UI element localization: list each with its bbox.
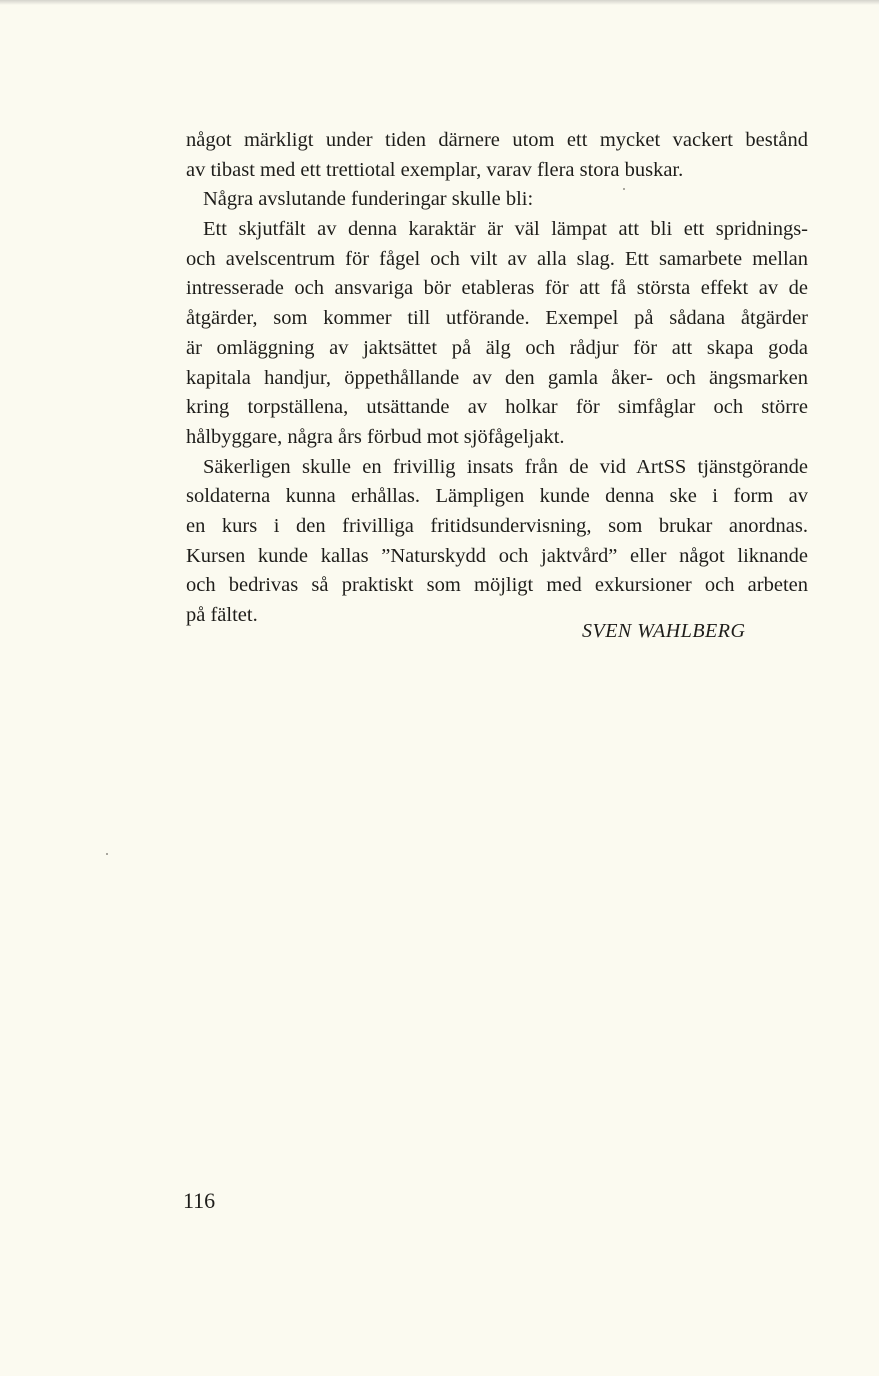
text-line: är omläggning av jaktsättet på älg och rådjur för att skapa goda [186,336,808,359]
page-top-edge [0,0,879,5]
paper-speck [623,188,625,190]
text-line: soldaterna kunna erhållas. Lämpligen kunde denna ske i form av [186,485,808,508]
text-line: och bedrivas så praktiskt som möjligt med exkursioner och arbeten [186,574,808,597]
text-line: Kursen kunde kallas ”Naturskydd och jaktvård” eller något liknande [186,544,808,567]
text-line: kring torpställena, utsättande av holkar för simfåglar och större [186,396,808,419]
body-text [186,126,808,631]
text-line: och avelscentrum för fågel och vilt av alla slag. Ett samarbete mellan [186,247,808,270]
text-line: hålbyggare, några års förbud mot sjöfågeljakt. [186,425,565,448]
text-line: Några avslutande funderingar skulle bli: [203,188,534,211]
author-signature: SVEN WAHLBERG [582,620,746,642]
text-line: Säkerligen skulle en frivillig insats från de vid ArtSS tjänstgörande [203,455,808,478]
text-line: åtgärder, som kommer till utförande. Exempel på sådana åtgärder [186,307,808,330]
text-line: intresserade och ansvariga bör etableras för att få största effekt av de [186,277,808,300]
text-line: något märkligt under tiden därnere utom ett mycket vackert bestånd [186,129,808,151]
text-line: på fältet. [186,604,258,626]
text-line: kapitala handjur, öppethållande av den gamla åker- och ängsmarken [186,366,808,389]
text-line: en kurs i den frivilliga fritidsundervisning, som brukar anordnas. [186,514,808,537]
text-line: Ett skjutfält av denna karaktär är väl lämpat att bli ett spridnings- [203,218,808,241]
page-number: 116 [183,1188,216,1213]
text-line: av tibast med ett trettiotal exemplar, varav flera stora buskar. [186,158,684,181]
paper-speck [106,853,108,855]
